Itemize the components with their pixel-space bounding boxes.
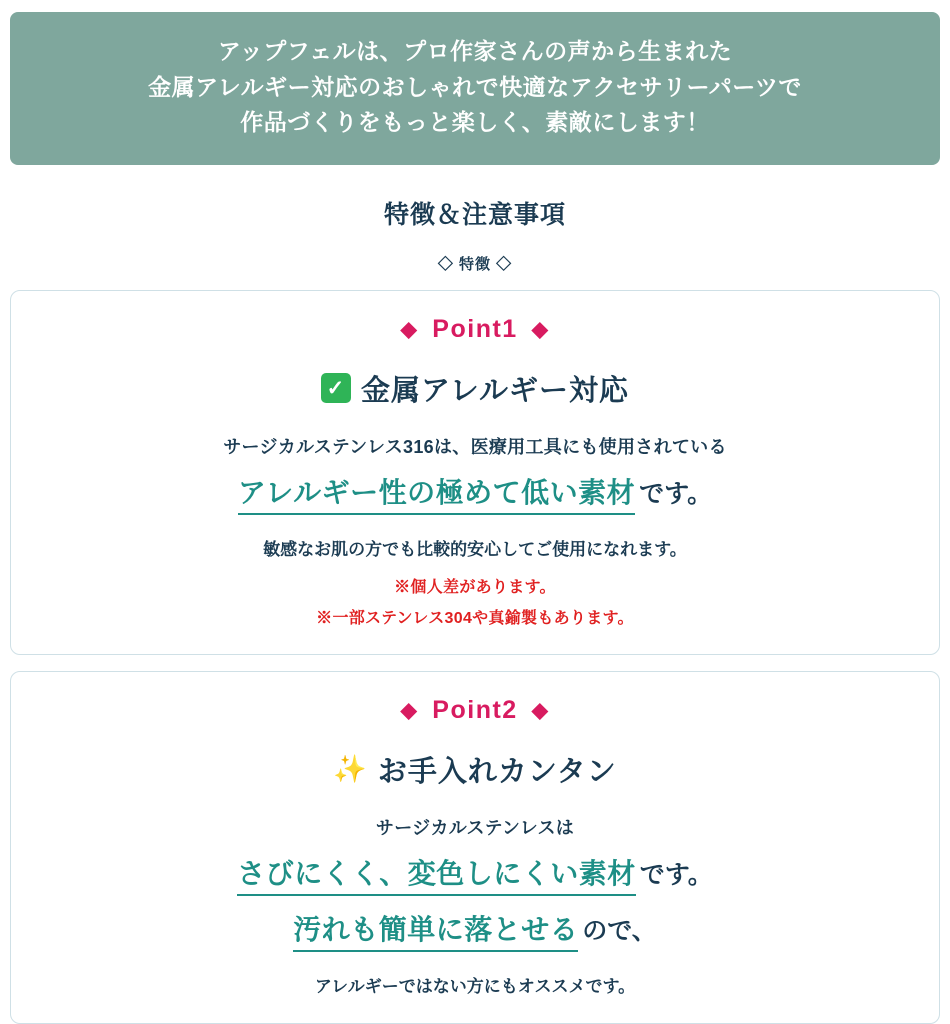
point2-highlight-row-1	[31, 852, 919, 896]
hero-line-2: 金属アレルギー対応のおしゃれで快適なアクセサリーパーツで	[148, 73, 802, 100]
point2-heading: お手入れカンタン	[377, 755, 617, 788]
point1-lead-text: サージカルステンレス316は、医療用工具にも使用されている	[223, 436, 727, 457]
diamond-icon-left: ◆	[400, 317, 419, 341]
point1-note-2: ※一部ステンレス304や真鍮製もあります。	[316, 609, 634, 627]
point2-highlight-1: さびにくく、変色しにくい素材	[237, 852, 635, 896]
point2-highlight-2-tail: ので、	[582, 916, 657, 945]
point2-label-row	[31, 696, 919, 725]
point2-highlight-2: 汚れも簡単に落とせる	[293, 908, 578, 952]
point1-note-1: ※個人差があります。	[394, 578, 556, 596]
point2-label: Point2	[432, 695, 518, 724]
sparkles-icon: ✨	[333, 753, 368, 784]
point2-heading-row	[31, 749, 919, 790]
check-mark-icon: ✓	[321, 373, 351, 403]
diamond-icon-right: ◆	[531, 317, 550, 341]
point1-heading: 金属アレルギー対応	[360, 374, 630, 407]
point1-highlight: アレルギー性の極めて低い素材	[238, 471, 635, 515]
point1-heading-row	[31, 368, 919, 409]
hero-banner	[10, 12, 940, 165]
diamond-icon-left: ◆	[400, 698, 419, 722]
point1-label: Point1	[432, 314, 518, 343]
point1-card	[10, 290, 940, 655]
point1-sub-text: 敏感なお肌の方でも比較的安心してご使用になれます。	[263, 539, 687, 559]
diamond-icon-right: ◆	[531, 698, 550, 722]
point2-card	[10, 671, 940, 1024]
point2-highlight-1-tail: です。	[639, 860, 713, 889]
point2-highlight-row-2	[31, 908, 919, 952]
point1-highlight-row	[31, 471, 919, 515]
point1-label-row	[31, 315, 919, 344]
point2-sub-text: アレルギーではない方にもオススメです。	[314, 976, 636, 996]
point1-highlight-tail: です。	[639, 479, 713, 508]
section-subtitle: ◇ 特徴 ◇	[437, 255, 513, 273]
section-title: 特徴＆注意事項	[383, 200, 566, 229]
point2-lead-text: サージカルステンレスは	[375, 817, 575, 838]
hero-line-3: 作品づくりをもっと楽しく、素敵にします！	[240, 109, 710, 136]
hero-line-1: アップフェルは、プロ作家さんの声から生まれた	[217, 38, 733, 64]
